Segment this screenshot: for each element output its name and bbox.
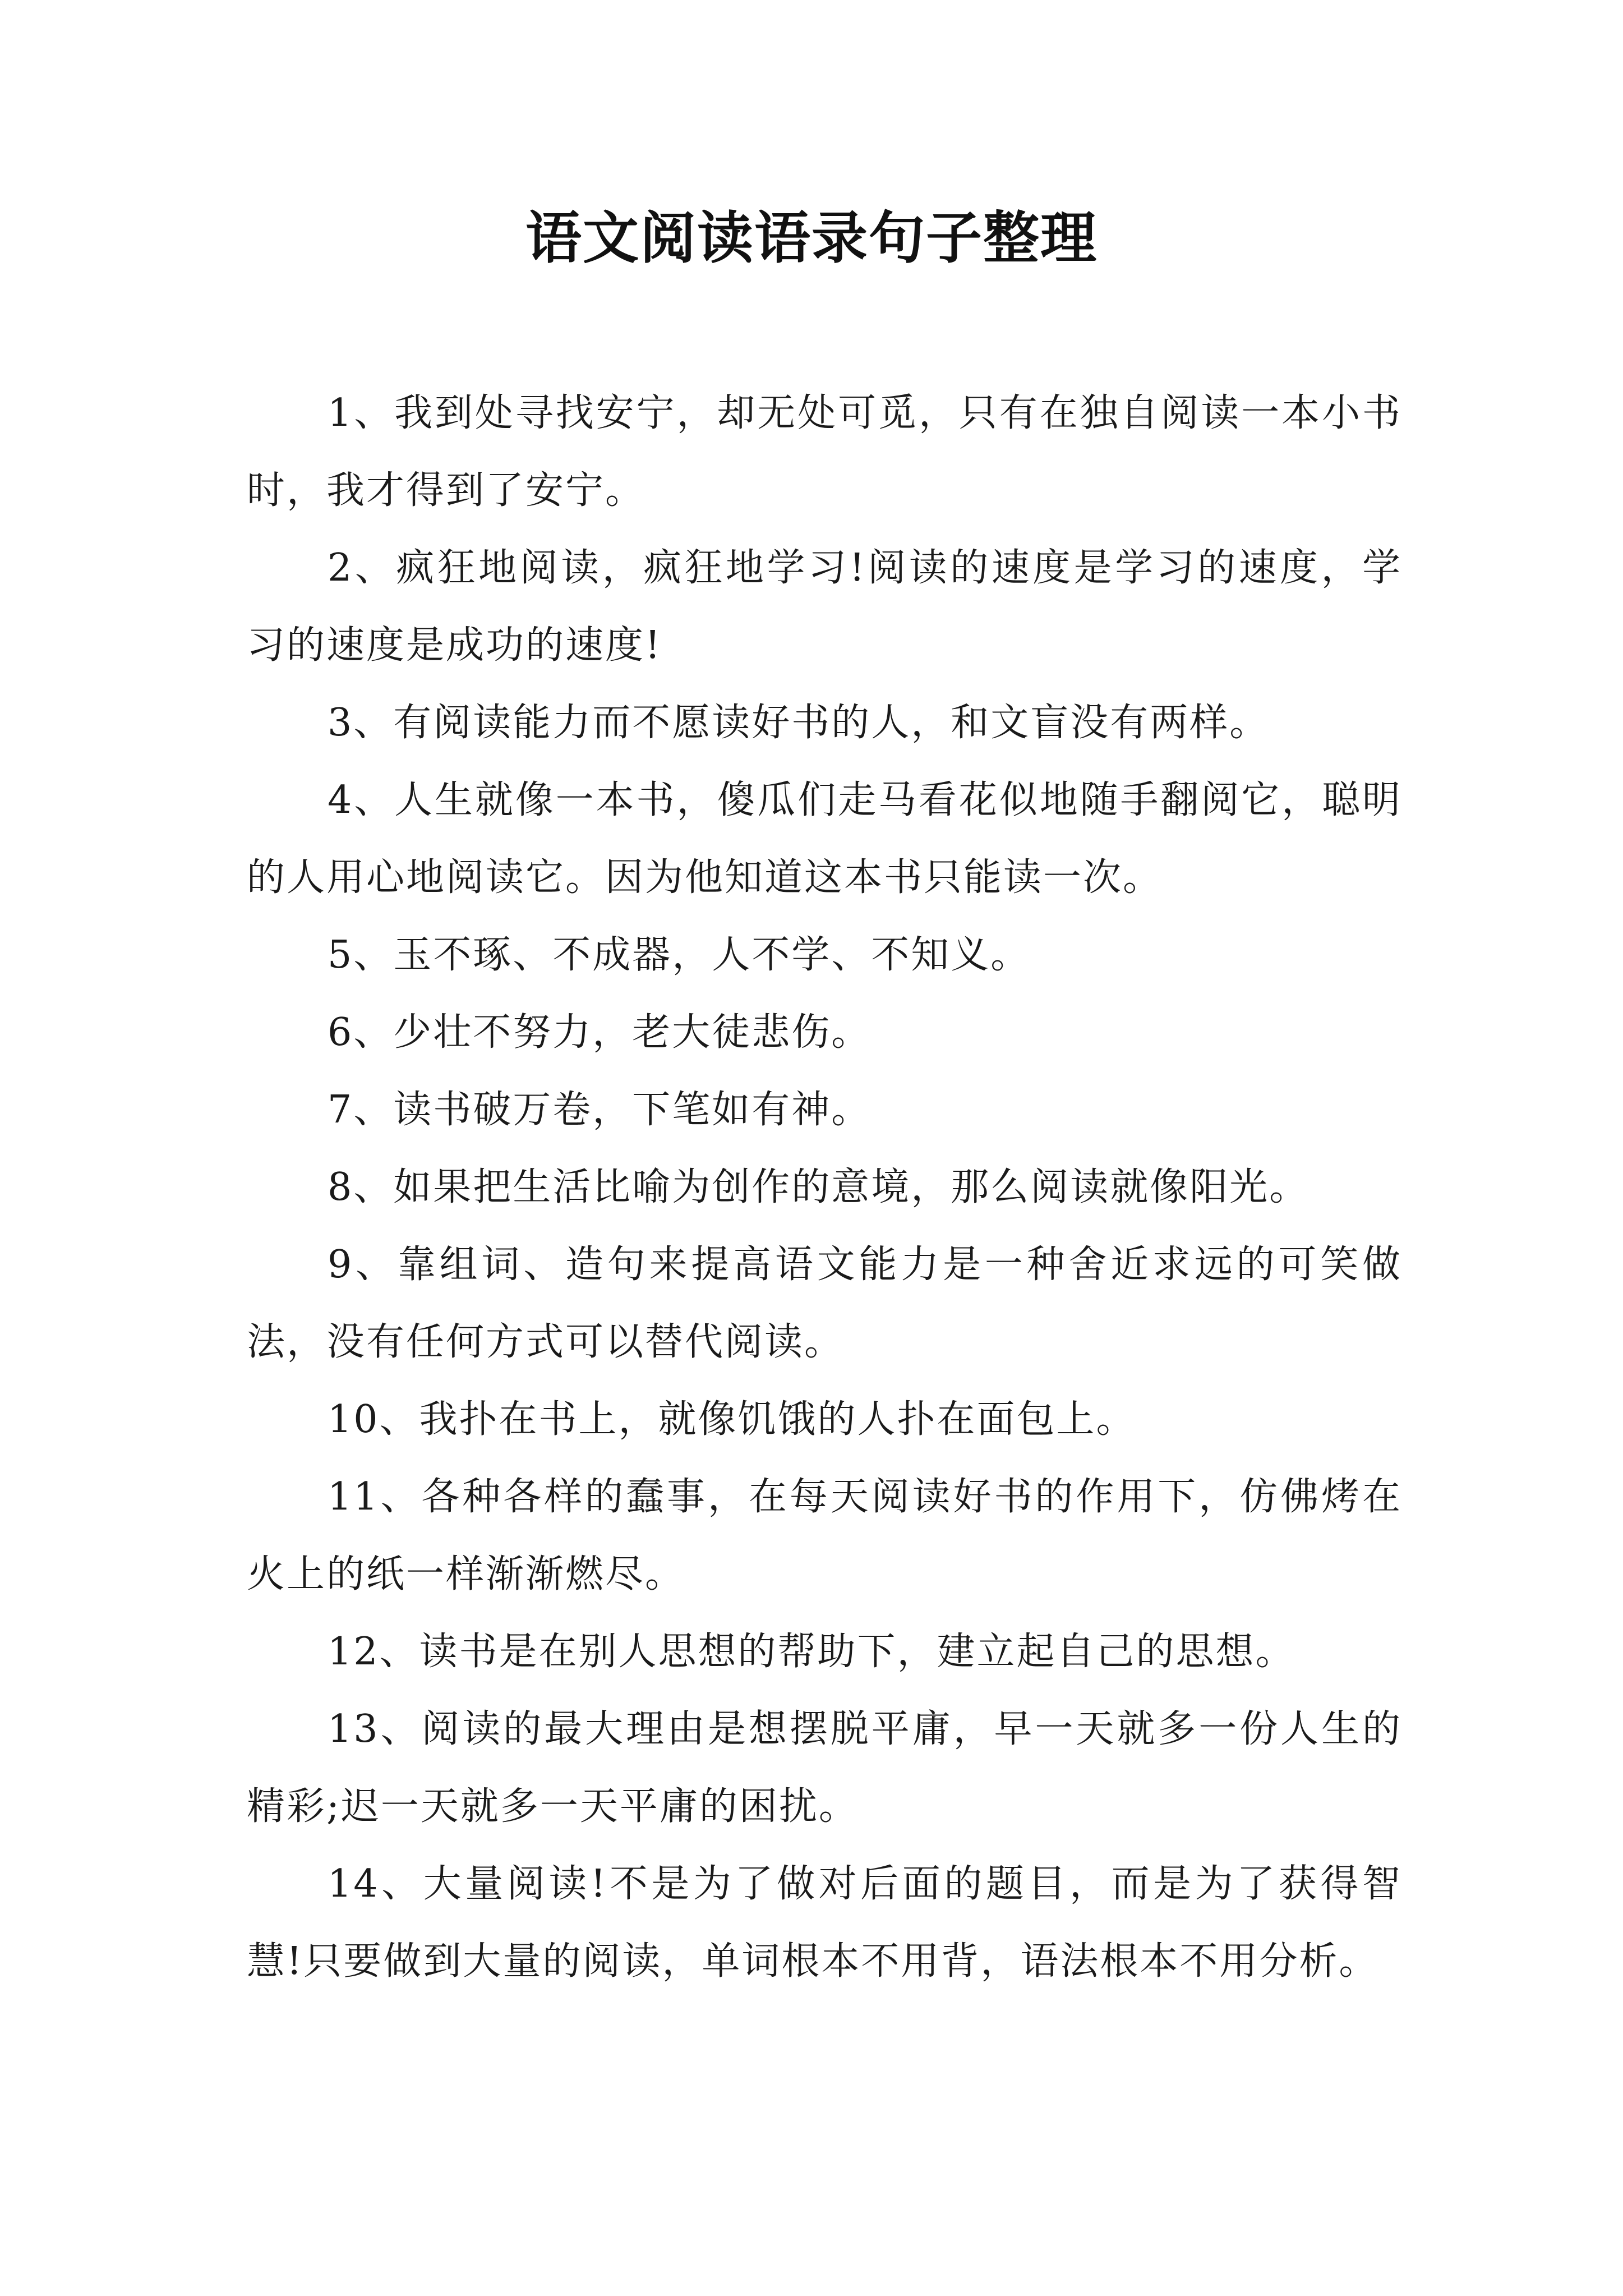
quote-paragraph-12: 12、读书是在别人思想的帮助下，建立起自己的思想。: [328, 1630, 1295, 1674]
quote-paragraph-3: 3、有阅读能力而不愿读好书的人，和文盲没有两样。: [328, 701, 1270, 745]
quote-paragraph-2: 2、疯狂地阅读，疯狂地学习!阅读的速度是学习的速度，学习的速度是成功的速度!: [247, 546, 1402, 668]
document-body: [247, 375, 1402, 2000]
quote-paragraph-5: 5、玉不琢、不成器，人不学、不知义。: [328, 933, 1031, 977]
quote-paragraph-6: 6、少壮不努力，老大徒悲伤。: [328, 1010, 872, 1055]
quote-paragraph-11: 11、各种各样的蠢事，在每天阅读好书的作用下，仿佛烤在火上的纸一样渐渐燃尽。: [247, 1475, 1402, 1596]
quote-paragraph-9: 9、靠组词、造句来提高语文能力是一种舍近求远的可笑做法，没有任何方式可以替代阅读。: [247, 1243, 1402, 1364]
quote-paragraph-8: 8、如果把生活比喻为创作的意境，那么阅读就像阳光。: [328, 1165, 1310, 1209]
quote-paragraph-13: 13、阅读的最大理由是想摆脱平庸，早一天就多一份人生的精彩;迟一天就多一天平庸的困扰。: [247, 1707, 1402, 1829]
quote-paragraph-14: 14、大量阅读!不是为了做对后面的题目，而是为了获得智慧!只要做到大量的阅读，单词根本不用背，语法根本不用分析。: [247, 1862, 1402, 1984]
quote-paragraph-1: 1、我到处寻找安宁，却无处可觅，只有在独自阅读一本小书时，我才得到了安宁。: [247, 391, 1402, 513]
quote-paragraph-7: 7、读书破万卷，下笔如有神。: [328, 1088, 872, 1132]
quote-paragraph-10: 10、我扑在书上，就像饥饿的人扑在面包上。: [328, 1397, 1136, 1442]
document-title: 语文阅读语录句子整理: [525, 205, 1098, 271]
quote-paragraph-4: 4、人生就像一本书，傻瓜们走马看花似地随手翻阅它，聪明的人用心地阅读它。因为他知道这本书只能读一次。: [247, 778, 1402, 900]
